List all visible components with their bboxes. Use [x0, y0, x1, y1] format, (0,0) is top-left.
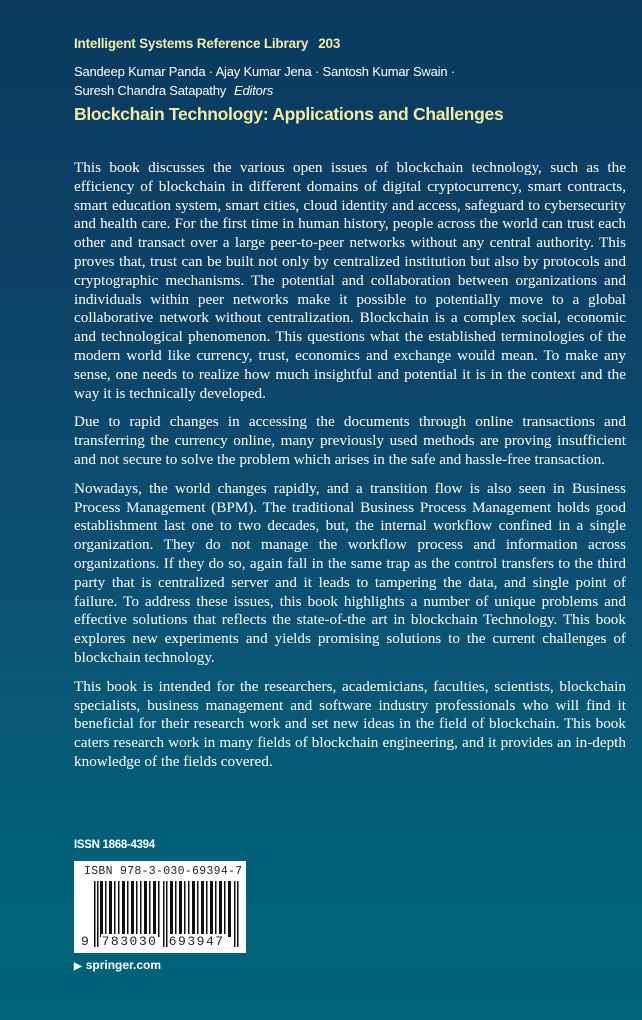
editors-line-1: Sandeep Kumar Panda · Ajay Kumar Jena · Santosh Kumar Swain · — [74, 64, 455, 79]
isbn-barcode — [74, 861, 246, 953]
editors-block — [74, 62, 554, 100]
description-paragraph-1: This book discusses the various open issues of blockchain technology, such as the efficiency of blockchain in different domains of digital cryptocurrency, smart contracts, smart education system, smart cities, cloud identity and access, safeguard to cybersecurity and health care. For the first time in human history, people across the world can trust each other and transact over a large peer-to-peer networks without any central authority. This proves that, trust can be built not only by centralized institution but also by protocols and cryptographic mechanisms. The potential and collaboration between organizations and individuals within peer networks make it possible to potentially move to a global collaborative network without centralization. Blockchain is a complex social, economic and technological phenomenon. This questions what the established terminologies of the modern world like currency, trust, economics and exchange would mean. To make any sense, one needs to realize how much insightful and potential it is in the context and the way it is technically developed. — [74, 159, 626, 402]
book-description — [74, 159, 626, 782]
editors-role: Editors — [234, 83, 274, 98]
issn-label: ISSN 1868-4394 — [74, 839, 155, 851]
play-triangle-icon: ▶ — [74, 961, 82, 972]
description-paragraph-2: Due to rapid changes in accessing the documents through online transactions and transferring the currency online, many previously used methods are proving insufficient and not secure to solve the problem which arises in the safe and hassle-free transaction. — [74, 413, 626, 468]
isbn-text: ISBN 978-3-030-69394-7 — [84, 865, 243, 878]
book-title: Blockchain Technology: Applications and Challenges — [74, 104, 504, 124]
ean-left-group: 783030 — [101, 934, 158, 949]
series-name: Intelligent Systems Reference Library — [74, 36, 309, 51]
description-paragraph-4: This book is intended for the researchers, academicians, faculties, scientists, blockchain specialists, business management and software industry professionals who will find it beneficial for their research work and set new ideas in the field of blockchain. This book caters research work in many fields of blockchain engineering, and it provides an in-depth knowledge of the fields covered. — [74, 677, 626, 770]
description-paragraph-3: Nowadays, the world changes rapidly, and a transition flow is also seen in Business Process Management (BPM). The traditional Business Process Management holds good establishment last one to two decades, but, the internal workflow confined in a single organization. They do not manage the workflow process and information across organizations. If they do so, again fall in the same trap as the control transfers to the third party that is centralized server and it leads to tampering the data, and single point of failure. To address these issues, this book highlights a number of unique problems and effective solutions that reflects the state-of-the art in blockchain Technology. This book explores new experiments and yields promising solutions to the current challenges of blockchain technology. — [74, 479, 626, 666]
ean-right-group: 693947 — [168, 934, 225, 949]
ean-first-digit: 9 — [81, 934, 91, 949]
series-volume: 203 — [318, 36, 341, 51]
editors-line-2: Suresh Chandra Satapathy — [74, 83, 227, 98]
series-line — [74, 36, 340, 51]
ean-digits — [80, 934, 226, 949]
springer-link[interactable] — [74, 958, 161, 972]
springer-link-text[interactable]: springer.com — [85, 958, 162, 972]
